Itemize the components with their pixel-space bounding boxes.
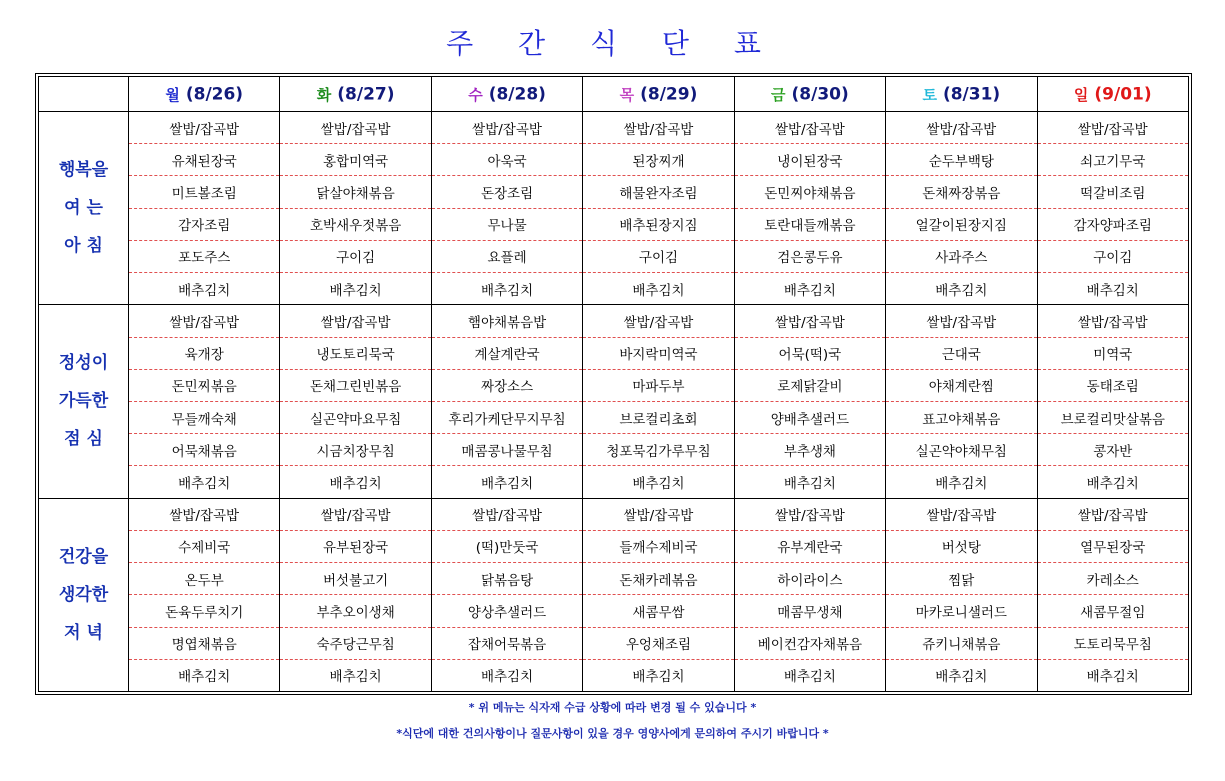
menu-item: 매콤콩나물무침 [431,434,582,466]
menu-item: 쇠고기무국 [1037,144,1188,176]
menu-item: 찜닭 [886,563,1037,595]
menu-item: 쥬키니채볶음 [886,627,1037,659]
day-icon: 수 [468,85,483,104]
day-date: (8/30) [791,84,849,104]
menu-body [39,112,1189,692]
menu-item: 양배추샐러드 [734,401,885,433]
menu-item: 요플레 [431,240,582,272]
menu-row [39,401,1189,433]
menu-item: 수제비국 [129,530,280,562]
menu-item: 된장찌개 [583,144,734,176]
day-date: (8/26) [185,84,244,104]
menu-item: 쌀밥/잡곡밥 [129,498,280,530]
menu-row [39,337,1189,369]
day-header-1 [280,77,431,112]
menu-row [39,112,1189,144]
menu-item: 카레소스 [1037,563,1188,595]
menu-row [39,273,1189,305]
menu-item: 배추김치 [734,466,885,498]
page-title: 주 간 식 단 표 [446,27,779,60]
menu-item: 쌀밥/잡곡밥 [583,498,734,530]
day-header-3 [583,77,734,112]
menu-item: 계살계란국 [431,337,582,369]
menu-item: 닭살야채볶음 [280,176,431,208]
menu-item: 쌀밥/잡곡밥 [734,112,885,144]
menu-row [39,305,1189,337]
menu-item: 실곤약야채무침 [886,434,1037,466]
menu-item: 유부계란국 [734,530,885,562]
menu-row [39,434,1189,466]
menu-item: 홍합미역국 [280,144,431,176]
menu-item: 짜장소스 [431,369,582,401]
header-corner [39,77,129,112]
menu-item: 버섯불고기 [280,563,431,595]
menu-item: 들깨수제비국 [583,530,734,562]
menu-item: 쌀밥/잡곡밥 [734,305,885,337]
menu-item: 호박새우젓볶음 [280,208,431,240]
menu-item: 유부된장국 [280,530,431,562]
menu-item: 쌀밥/잡곡밥 [734,498,885,530]
weekly-menu-table [38,76,1189,692]
menu-item: 새콤무쌈 [583,595,734,627]
menu-item: 어묵채볶음 [129,434,280,466]
menu-item: 구이김 [280,240,431,272]
menu-item: 배추김치 [129,659,280,691]
meal-label-1 [39,305,129,498]
day-header-row [39,77,1189,112]
menu-item: 검은콩두유 [734,240,885,272]
meal-label-line: 건강을 [58,546,109,567]
menu-item: 열무된장국 [1037,530,1188,562]
menu-item: 배추김치 [129,273,280,305]
menu-item: 돈장조림 [431,176,582,208]
menu-item: 구이김 [1037,240,1188,272]
day-icon: 목 [619,85,635,104]
menu-row [39,240,1189,272]
day-icon: 일 [1073,85,1089,104]
menu-item: 돈채그린빈볶음 [280,369,431,401]
menu-item: 쌀밥/잡곡밥 [280,305,431,337]
menu-item: (떡)만둣국 [431,530,582,562]
menu-item: 배추김치 [1037,466,1188,498]
menu-item: 사과주스 [886,240,1037,272]
menu-table-frame [35,73,1192,695]
day-date: (8/27) [337,84,395,104]
menu-item: 배추김치 [886,466,1037,498]
meal-label-line: 점 심 [64,429,103,450]
meal-label-line: 정성이 [58,353,109,374]
menu-item: 돈민찌야채볶음 [734,176,885,208]
menu-row [39,176,1189,208]
menu-item: 어묵(떡)국 [734,337,885,369]
menu-item: 쌀밥/잡곡밥 [129,305,280,337]
menu-item: 냉도토리묵국 [280,337,431,369]
menu-row [39,659,1189,691]
menu-item: 부추오이생채 [280,595,431,627]
menu-item: 쌀밥/잡곡밥 [886,498,1037,530]
menu-item: 온두부 [129,563,280,595]
menu-item: 미역국 [1037,337,1188,369]
menu-item: 배추김치 [583,273,734,305]
menu-item: 쌀밥/잡곡밥 [431,498,582,530]
menu-item: 떡갈비조림 [1037,176,1188,208]
menu-item: 잡채어묵볶음 [431,627,582,659]
menu-item: 후리가케단무지무침 [431,401,582,433]
menu-item: 배추김치 [734,659,885,691]
day-date: (8/28) [488,84,546,104]
menu-item: 포도주스 [129,240,280,272]
menu-item: 브로컬리맛살볶음 [1037,401,1188,433]
menu-item: 무나물 [431,208,582,240]
menu-item: 배추김치 [431,273,582,305]
menu-item: 베이컨감자채볶음 [734,627,885,659]
menu-item: 브로컬리초회 [583,401,734,433]
day-icon: 금 [771,85,786,104]
menu-item: 쌀밥/잡곡밥 [886,112,1037,144]
menu-item: 마파두부 [583,369,734,401]
menu-item: 배추김치 [431,466,582,498]
menu-row [39,595,1189,627]
menu-item: 배추김치 [280,273,431,305]
menu-item: 표고야채볶음 [886,401,1037,433]
day-header-6 [1037,77,1188,112]
menu-item: 무들깨숙채 [129,401,280,433]
menu-item: 돈채카레볶음 [583,563,734,595]
menu-item: 배추김치 [431,659,582,691]
menu-item: 닭볶음탕 [431,563,582,595]
day-date: (8/31) [942,84,1001,104]
menu-item: 배추김치 [280,466,431,498]
menu-item: 도토리묵무침 [1037,627,1188,659]
menu-item: 쌀밥/잡곡밥 [1037,498,1188,530]
menu-item: 해물완자조림 [583,176,734,208]
meal-label-line: 여 는 [64,198,103,219]
menu-item: 돈민찌볶음 [129,369,280,401]
menu-item: 배추된장지짐 [583,208,734,240]
day-header-4 [734,77,885,112]
menu-item: 배추김치 [1037,273,1188,305]
menu-item: 배추김치 [1037,659,1188,691]
menu-row [39,627,1189,659]
menu-item: 구이김 [583,240,734,272]
menu-item: 배추김치 [583,659,734,691]
menu-item: 쌀밥/잡곡밥 [583,112,734,144]
menu-item: 냉이된장국 [734,144,885,176]
menu-row [39,498,1189,530]
menu-item: 배추김치 [583,466,734,498]
menu-item: 하이라이스 [734,563,885,595]
day-date: (8/29) [640,84,698,104]
notice-inquiry: *식단에 대한 건의사항이나 질문사항이 있을 경우 영양사에게 문의하여 주시기 바랍니다 * [396,727,829,740]
menu-item: 시금치장무침 [280,434,431,466]
menu-item: 쌀밥/잡곡밥 [431,112,582,144]
menu-item: 실곤약마요무침 [280,401,431,433]
menu-item: 근대국 [886,337,1037,369]
meal-label-line: 생각한 [58,584,109,605]
menu-item: 쌀밥/잡곡밥 [280,112,431,144]
menu-row [39,144,1189,176]
menu-item: 배추김치 [734,273,885,305]
menu-item: 유채된장국 [129,144,280,176]
menu-item: 감자양파조림 [1037,208,1188,240]
menu-item: 매콤무생채 [734,595,885,627]
menu-item: 배추김치 [886,659,1037,691]
day-header-0 [129,77,280,112]
menu-item: 배추김치 [886,273,1037,305]
menu-item: 우엉채조림 [583,627,734,659]
notice-menu-change: * 위 메뉴는 식자재 수급 상황에 따라 변경 될 수 있습니다 * [468,701,757,714]
menu-item: 아욱국 [431,144,582,176]
meal-label-line: 행복을 [58,160,109,181]
day-date: (9/01) [1094,84,1152,104]
menu-item: 쌀밥/잡곡밥 [129,112,280,144]
menu-item: 청포묵김가루무침 [583,434,734,466]
menu-item: 배추김치 [129,466,280,498]
day-header-5 [886,77,1037,112]
day-icon: 월 [165,85,180,104]
menu-row [39,466,1189,498]
menu-row [39,208,1189,240]
menu-item: 배추김치 [280,659,431,691]
menu-item: 동태조림 [1037,369,1188,401]
menu-item: 마카로니샐러드 [886,595,1037,627]
menu-item: 쌀밥/잡곡밥 [1037,305,1188,337]
menu-item: 바지락미역국 [583,337,734,369]
menu-item: 쌀밥/잡곡밥 [280,498,431,530]
meal-label-0 [39,112,129,305]
menu-item: 양상추샐러드 [431,595,582,627]
menu-item: 로제닭갈비 [734,369,885,401]
meal-label-line: 아 침 [64,236,103,257]
menu-item: 쌀밥/잡곡밥 [583,305,734,337]
menu-item: 얼갈이된장지짐 [886,208,1037,240]
menu-item: 미트볼조림 [129,176,280,208]
menu-item: 쌀밥/잡곡밥 [886,305,1037,337]
menu-item: 부추생채 [734,434,885,466]
menu-item: 콩자반 [1037,434,1188,466]
menu-item: 감자조림 [129,208,280,240]
day-icon: 토 [922,85,937,104]
menu-item: 토란대들깨볶음 [734,208,885,240]
menu-row [39,563,1189,595]
meal-label-2 [39,498,129,691]
menu-item: 쌀밥/잡곡밥 [1037,112,1188,144]
menu-item: 햄야채볶음밥 [431,305,582,337]
day-header-2 [431,77,582,112]
meal-label-line: 가득한 [58,391,109,412]
menu-item: 돈육두루치기 [129,595,280,627]
meal-label-line: 저 녁 [64,622,103,643]
menu-item: 야채계란찜 [886,369,1037,401]
menu-item: 순두부백탕 [886,144,1037,176]
menu-item: 명엽채볶음 [129,627,280,659]
menu-item: 숙주당근무침 [280,627,431,659]
menu-item: 돈채짜장볶음 [886,176,1037,208]
menu-item: 버섯탕 [886,530,1037,562]
menu-item: 새콤무절임 [1037,595,1188,627]
day-icon: 화 [316,85,332,104]
menu-row [39,530,1189,562]
menu-row [39,369,1189,401]
menu-item: 육개장 [129,337,280,369]
